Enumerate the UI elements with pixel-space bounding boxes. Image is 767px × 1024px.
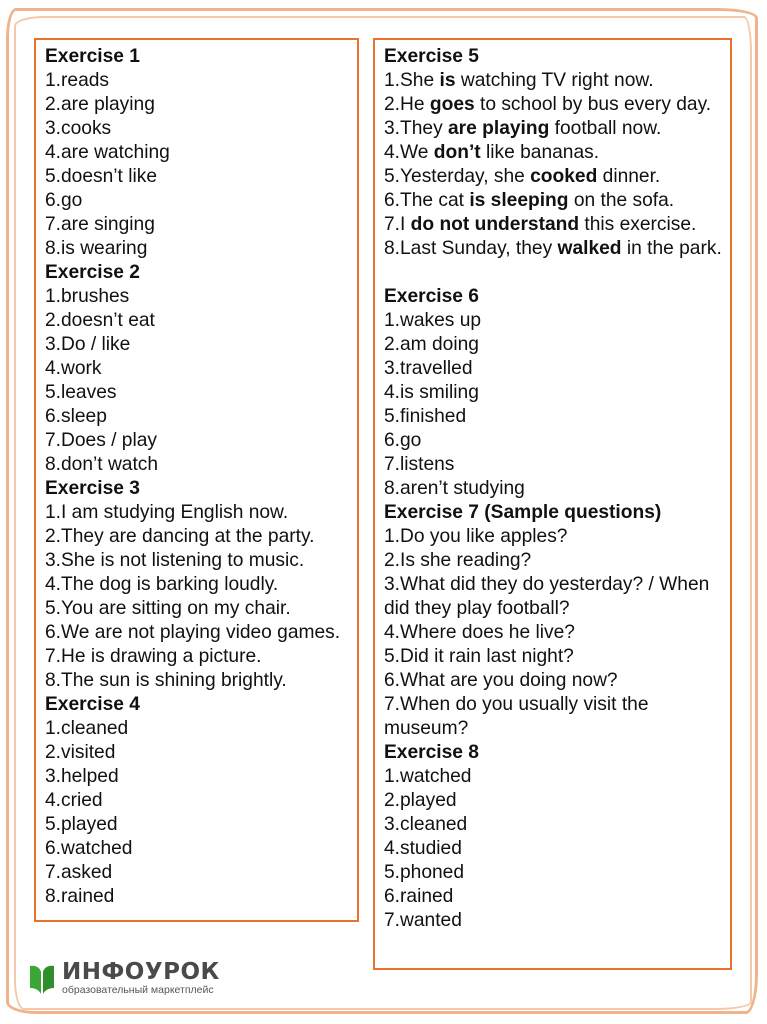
answer-item: 7.are singing [45, 214, 155, 235]
answer-item: 7.asked [45, 862, 113, 883]
answer-item: 7.I do not understand this exercise. [384, 214, 697, 235]
answer-item: 4.are watching [45, 142, 170, 163]
answer-item: 7.When do you usually visit the museum? [384, 694, 649, 739]
answer-item: 5.You are sitting on my chair. [45, 598, 291, 619]
answer-item: 5.phoned [384, 862, 465, 883]
exercise-heading: Exercise 8 [384, 742, 479, 763]
answer-item: 8.is wearing [45, 238, 148, 259]
answer-item: 3.They are playing football now. [384, 118, 662, 139]
answer-item: 4.The dog is barking loudly. [45, 574, 279, 595]
answer-item: 4.We don’t like bananas. [384, 142, 600, 163]
answer-item: 1.Do you like apples? [384, 526, 568, 547]
answer-item: 2.They are dancing at the party. [45, 526, 315, 547]
exercise-heading: Exercise 3 [45, 478, 140, 499]
answer-item: 6.We are not playing video games. [45, 622, 341, 643]
answer-item: 5.finished [384, 406, 467, 427]
answer-item: 3.cleaned [384, 814, 468, 835]
exercise-heading: Exercise 4 [45, 694, 140, 715]
exercise-heading: Exercise 6 [384, 286, 479, 307]
answer-item: 4.Where does he live? [384, 622, 575, 643]
answer-item: 5.leaves [45, 382, 117, 403]
answer-item: 3.cooks [45, 118, 112, 139]
answer-item: 7.Does / play [45, 430, 157, 451]
answer-item: 2.visited [45, 742, 116, 763]
answers-column-left [34, 38, 359, 922]
answer-item: 5.played [45, 814, 118, 835]
answer-item: 4.work [45, 358, 102, 379]
answer-item: 4.cried [45, 790, 103, 811]
answer-item: 6.watched [45, 838, 133, 859]
answer-item: 6.rained [384, 886, 454, 907]
answer-item: 8.Last Sunday, they walked in the park. [384, 238, 722, 259]
answer-item: 3.helped [45, 766, 119, 787]
answer-item: 1.watched [384, 766, 472, 787]
logo-name: ИНФОУРОК [62, 959, 220, 985]
answer-item: 4.studied [384, 838, 462, 859]
answer-item: 5.Did it rain last night? [384, 646, 574, 667]
answer-item: 7.listens [384, 454, 455, 475]
book-leaf-icon [28, 962, 56, 996]
answer-item: 8.aren’t studying [384, 478, 525, 499]
answer-item: 1.cleaned [45, 718, 129, 739]
answer-item: 6.What are you doing now? [384, 670, 618, 691]
answer-item: 1.brushes [45, 286, 130, 307]
answer-item: 6.The cat is sleeping on the sofa. [384, 190, 675, 211]
exercise-heading: Exercise 2 [45, 262, 140, 283]
answer-item: 5.Yesterday, she cooked dinner. [384, 166, 661, 187]
answer-item: 5.doesn’t like [45, 166, 157, 187]
answer-item: 6.go [45, 190, 83, 211]
infourok-logo [28, 960, 258, 1000]
answer-item: 7.wanted [384, 910, 462, 931]
spacer [384, 261, 728, 285]
answer-item: 1.wakes up [384, 310, 482, 331]
answer-item: 2.are playing [45, 94, 155, 115]
exercise-heading: Exercise 1 [45, 46, 140, 67]
logo-tagline: образовательный маркетплейс [62, 984, 214, 996]
answer-item: 4.is smiling [384, 382, 479, 403]
exercise-heading: Exercise 7 (Sample questions) [384, 502, 662, 523]
answer-item: 2.am doing [384, 334, 479, 355]
answer-item: 2.doesn’t eat [45, 310, 155, 331]
answers-column-right [373, 38, 732, 970]
answer-item: 2.played [384, 790, 457, 811]
answer-item: 7.He is drawing a picture. [45, 646, 262, 667]
answer-item: 3.What did they do yesterday? / When did they play football? [384, 574, 710, 619]
answer-item: 2.Is she reading? [384, 550, 532, 571]
answer-item: 6.go [384, 430, 422, 451]
answer-item: 8.The sun is shining brightly. [45, 670, 287, 691]
answer-item: 1.reads [45, 70, 109, 91]
answer-item: 8.rained [45, 886, 115, 907]
answer-item: 1.She is watching TV right now. [384, 70, 654, 91]
answer-item: 3.Do / like [45, 334, 131, 355]
answer-item: 2.He goes to school by bus every day. [384, 94, 712, 115]
answer-item: 6.sleep [45, 406, 107, 427]
answer-item: 3.She is not listening to music. [45, 550, 305, 571]
answer-item: 1.I am studying English now. [45, 502, 289, 523]
answer-item: 8.don’t watch [45, 454, 159, 475]
exercise-heading: Exercise 5 [384, 46, 479, 67]
answer-item: 3.travelled [384, 358, 473, 379]
